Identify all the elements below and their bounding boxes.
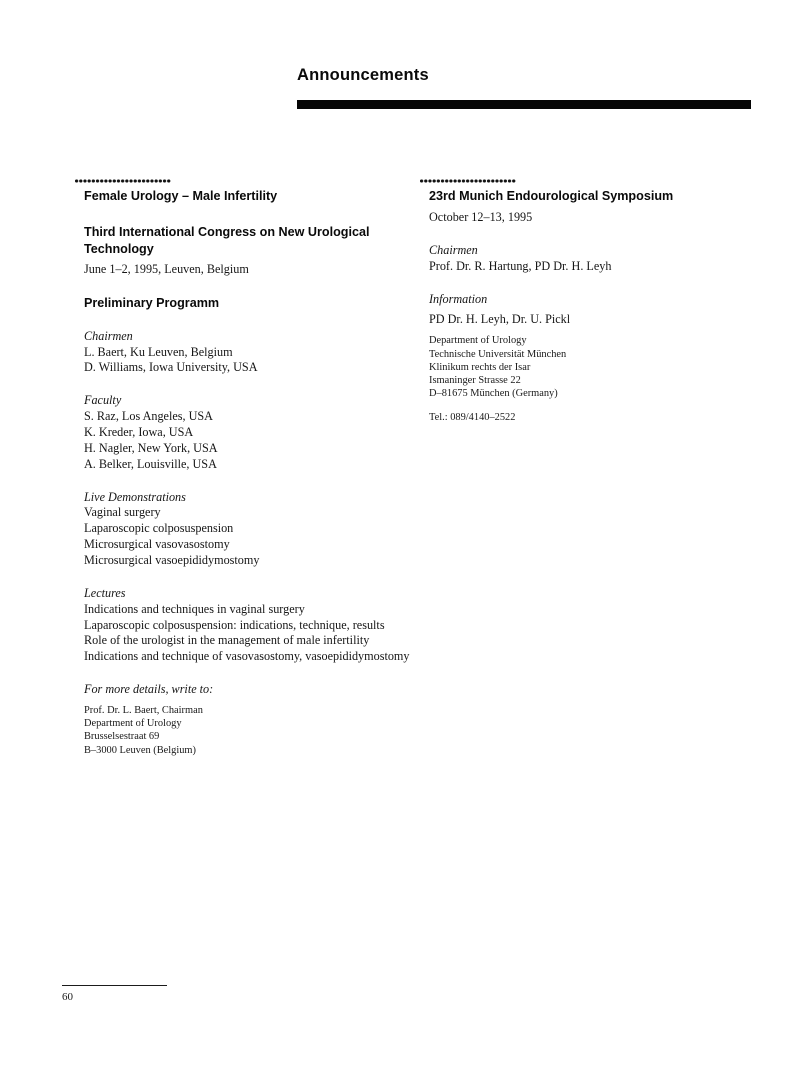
- list-item: H. Nagler, New York, USA: [84, 440, 218, 455]
- left-faculty-list: [84, 409, 415, 472]
- list-item: D–81675 München (Germany): [429, 388, 558, 400]
- list-item: Department of Urology: [84, 718, 182, 730]
- for-more-details-label: For more details, write to:: [84, 682, 214, 697]
- list-item: Prof. Dr. R. Hartung, PD Dr. H. Leyh: [429, 258, 612, 273]
- dotted-leader-icon: [75, 176, 171, 186]
- lectures-label: Lectures: [84, 585, 126, 600]
- page-title: Announcements: [297, 66, 429, 84]
- list-item: Role of the urologist in the management of male infertility: [84, 633, 370, 648]
- list-item: Indications and techniques in vaginal surgery: [84, 601, 305, 616]
- left-chairmen-list: [84, 345, 415, 377]
- list-item: Prof. Dr. L. Baert, Chairman: [84, 705, 203, 717]
- left-section-label: Female Urology – Male Infertility: [84, 189, 278, 203]
- list-item: Microsurgical vasoepididymostomy: [84, 553, 260, 567]
- information-contacts: PD Dr. H. Leyh, Dr. U. Pickl: [429, 312, 571, 327]
- right-chairmen-label: Chairmen: [429, 242, 478, 257]
- page-number: 60: [62, 991, 73, 1003]
- list-item: Brusselsestraat 69: [84, 731, 160, 743]
- left-event-title: Third International Congress on New Urological Technology: [84, 225, 370, 256]
- list-item: B–3000 Leuven (Belgium): [84, 744, 196, 756]
- list-item: Klinikum rechts der Isar: [429, 361, 531, 373]
- list-item: Laparoscopic colposuspension: indications, technique, results: [84, 617, 385, 632]
- left-column: [75, 176, 415, 757]
- list-item: A. Belker, Louisville, USA: [84, 456, 217, 471]
- list-item: Laparoscopic colposuspension: [84, 521, 234, 536]
- left-event-date: June 1–2, 1995, Leuven, Belgium: [84, 262, 249, 277]
- list-item: Microsurgical vasovasostomy: [84, 537, 230, 552]
- list-item: Tel.: 089/4140–2522: [429, 412, 516, 424]
- live-demonstrations-list: [84, 505, 415, 568]
- list-item: Vaginal surgery: [84, 505, 161, 520]
- preliminary-programme-heading: Preliminary Programm: [84, 296, 220, 311]
- right-contact-address: [429, 334, 740, 400]
- live-demonstrations-label: Live Demonstrations: [84, 489, 186, 504]
- footer-divider: [62, 985, 167, 986]
- list-item: Indications and technique of vasovasostomy, vasoepididymostomy: [84, 649, 410, 664]
- right-section-label: 23rd Munich Endourological Symposium: [429, 189, 674, 203]
- right-column: [420, 176, 740, 425]
- list-item: Department of Urology: [429, 335, 527, 347]
- list-item: D. Williams, Iowa University, USA: [84, 360, 258, 375]
- left-contact-address: [84, 704, 415, 757]
- right-chairmen-list: [429, 259, 740, 275]
- right-event-date: October 12–13, 1995: [429, 210, 533, 224]
- list-item: K. Kreder, Iowa, USA: [84, 424, 194, 439]
- dotted-leader-icon: [420, 176, 516, 186]
- list-item: Technische Universität München: [429, 348, 567, 360]
- list-item: S. Raz, Los Angeles, USA: [84, 409, 213, 424]
- list-item: L. Baert, Ku Leuven, Belgium: [84, 344, 233, 359]
- lectures-list: [84, 602, 415, 665]
- left-chairmen-label: Chairmen: [84, 328, 133, 343]
- left-faculty-label: Faculty: [84, 393, 122, 408]
- right-contact-phone: [429, 411, 740, 424]
- information-label: Information: [429, 291, 488, 306]
- masthead-divider-bar: [297, 100, 751, 109]
- list-item: Ismaninger Strasse 22: [429, 374, 521, 386]
